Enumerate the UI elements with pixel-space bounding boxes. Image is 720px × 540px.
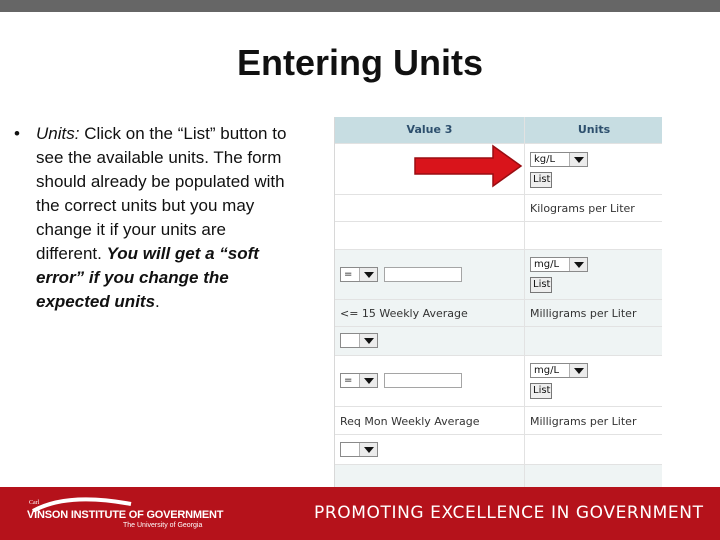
bullet-symbol: • (14, 124, 20, 143)
form-row (335, 300, 662, 327)
form-row (335, 465, 662, 488)
chevron-down-icon (569, 258, 587, 271)
list-button[interactable]: List (530, 277, 552, 293)
bullet-item (14, 122, 296, 314)
bullet-body: Click on the “List” button to see the available units. The form should already be populated with the correct units but you may change it if your units are different. (36, 124, 287, 263)
chevron-down-icon (359, 268, 377, 281)
bullet-emphasis: You will get a “soft error” if you change the expected units (36, 244, 259, 311)
operator-select[interactable]: = (340, 373, 378, 388)
list-button[interactable]: List (530, 383, 552, 399)
operator-select[interactable]: = (340, 267, 378, 282)
chevron-down-icon (359, 334, 377, 347)
logo-subtext: The University of Georgia (123, 522, 203, 529)
header-value-3: Value 3 (335, 117, 524, 143)
units-description: Milligrams per Liter (530, 415, 637, 428)
units-description: Milligrams per Liter (530, 307, 637, 320)
form-row (335, 195, 662, 222)
bullet-text (36, 122, 296, 314)
list-button[interactable]: List (530, 172, 552, 188)
form-header-row (335, 117, 662, 144)
form-row (335, 407, 662, 435)
form-row (335, 250, 662, 300)
footer-tagline: PROMOTING EXCELLENCE IN GOVERNMENT (314, 503, 704, 523)
operator-select[interactable] (340, 333, 378, 348)
form-row (335, 222, 662, 250)
form-row (335, 356, 662, 407)
bullet-lead: Units: (36, 124, 80, 143)
units-select[interactable]: mg/L (530, 363, 588, 378)
top-bar (0, 0, 720, 12)
logo-text: VINSON INSTITUTE OF GOVERNMENT (27, 509, 224, 521)
slide-title: Entering Units (236, 42, 483, 83)
header-units: Units (524, 117, 662, 143)
form-row (335, 435, 662, 465)
value-input[interactable] (384, 267, 462, 282)
units-select[interactable]: kg/L (530, 152, 588, 167)
chevron-down-icon (359, 443, 377, 456)
value-input[interactable] (384, 373, 462, 388)
chevron-down-icon (359, 374, 377, 387)
limit-description: <= 15 Weekly Average (340, 307, 468, 320)
logo-small-text: Carl (29, 500, 40, 506)
form-row (335, 327, 662, 356)
chevron-down-icon (569, 153, 587, 166)
vinson-institute-logo (27, 494, 227, 532)
pointer-arrow-icon (413, 144, 523, 188)
limit-description: Req Mon Weekly Average (340, 415, 480, 428)
chevron-down-icon (569, 364, 587, 377)
bullet-end: . (155, 292, 160, 311)
operator-select[interactable] (340, 442, 378, 457)
units-description: Kilograms per Liter (530, 202, 635, 215)
units-select[interactable]: mg/L (530, 257, 588, 272)
